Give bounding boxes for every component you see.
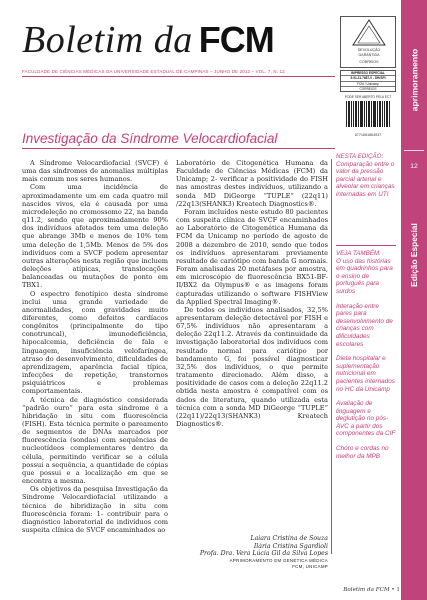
barcode-caption: PODE SER ABERTO PELA ECT	[344, 95, 392, 99]
author-name: Ilária Cristina Sgardioli	[253, 542, 328, 550]
masthead-rule	[22, 76, 335, 77]
imprint-box	[340, 70, 396, 92]
imprint-line-1: IMPRESSO ESPECIAL	[341, 71, 395, 76]
article-paragraph: De todos os indivíduos analisados, 32,5% apresentaram deleção detectável por FISH e 67,5% indivíduos não apresentaram a deleção 22q11.2. Através da continuidade da investigação laboratorial dos indivíduos com resultado normal para cariótipo por bandamento G, foi possível diagnosticar 32,5% dos indivíduos, o que permite tratamento direcionado. Além disso, a positividade de casos com a deleção 22q11.2 obtida nesta amostra é compatível com os dados de literatura, quando utilizada esta técnica com a sonda MD DiGeorge “TUPLE” (22q11)/22q13(SHANK3) Kreatech Diagnostics®.	[176, 305, 328, 428]
imprint-line-2: 9.91.21.7687-0 - DR/SPI	[341, 76, 395, 81]
sidebar-this-edition[interactable]	[336, 153, 396, 199]
postal-stamp	[340, 16, 396, 68]
article-paragraph: Foram incluídos neste estudo 80 pacientes com suspeita clínica de SVCF encaminhados ao Laboratório de Citogenética Humana da FCM da Unicamp no período de agosto de 2008 a dezembro de 2010, sendo que todos os indivíduos apresentaram previamente resultado de cariótipo com banda G normais. Foram analisadas 20 metáfases por amostra, em microscópio de fluorescência BX51-BF-II/BX2 da Olympus® e as imagens foram capturadas utilizando o software FISHView da Applied Spectral Imaging®.	[176, 207, 328, 306]
masthead-title-word: Boletim da	[22, 19, 193, 61]
article-paragraph: Com uma incidência de aproximadamente um em cada quatro mil nascidos vivos, ela é causada por uma microdeleção no cromossomo 22, na banda q11.2, sendo que aproximadamente 90% dos indivíduos afetados tem uma deleção que abrange 3Mb e menos de 10% tem uma deleção de 1,5Mb. Menos de 5% dos indivíduos com a SVCF podem apresentar outras alterações nesta região que incluem deleções atípicas, translocações balanceadas ou mutações de ponto em TBX1.	[22, 183, 168, 290]
article-column-2	[176, 159, 328, 428]
sidebar-item-text: Comparação entre o valor da pressão parcial arterial e alveolar em crianças internadas em UTI	[336, 160, 395, 198]
sidebar-item[interactable]: Choro e cordas no melhor da MPB	[336, 445, 389, 460]
strip-top-label-box	[401, 20, 427, 140]
barcode-number: 9771981864037	[354, 134, 382, 138]
stamp-line-3: CORREIOS	[359, 60, 379, 64]
article-paragraph: O espectro fenotípico desta síndrome inclui uma grande variedade de anormalidades, com gravidades muito diferentes, como defeitos cardíacos congênitos (principalmente do tipo conotruncal), imunodeficiência, hipocalcemia, deficiência de fala e linguagem, insuficiência velofaríngea, atraso do desenvolvimento, dificuldades de aprendizagem, aparência facial típica, infecções de repetição, transtornos psiquiátricos e problemas comportamentais.	[22, 289, 168, 396]
sidebar-item[interactable]: Interação entre pares para desenvolvimento de crianças com dificuldades escolares	[336, 302, 393, 348]
barcode-icon	[340, 99, 396, 129]
article-paragraph: A Síndrome Velocardiofacial (SVCF) é uma das síndromes de anomalias múltiplas mais comum nos seres humanos.	[22, 159, 168, 184]
stamp-line-1: DEVOLUÇÃO	[357, 48, 381, 52]
imprint-line-4: CORREIOS	[359, 86, 377, 91]
barcode-area	[340, 95, 396, 137]
article-paragraph: Laboratório de Citogenética Humana da Faculdade de Ciências Médicas (FCM) da Unicamp; 2- verificar a positividade do FISH nas amostras destes indivíduos, utilizando a sonda MD DiGeorge “TUPLE” (22q11) /22q13(SHANK3) Kreatech Diagnostics®.	[176, 159, 328, 208]
author-department: APRIMORAMENTO EM GENÉTICA MÉDICA	[229, 557, 328, 563]
sidebar-see-also	[336, 250, 396, 460]
footer-label: Boletim da FCM	[343, 587, 390, 593]
sidebar-divider	[331, 159, 332, 554]
footer-page: • 1	[391, 587, 400, 593]
title-rule	[22, 148, 335, 149]
sidebar-item[interactable]: Dieta hospitalar e suplementação nutricional em pacientes internados no HC da Unicamp	[336, 355, 395, 393]
masthead-subheading: FACULDADE DE CIÊNCIAS MÉDICAS DA UNIVERSIDADE ESTADUAL DE CAMPINAS – JUNHO DE 2012 – VOL. 7, N. 12	[22, 69, 285, 74]
strip-rule	[404, 150, 424, 151]
sidebar-heading: NESTA EDIÇÃO:	[336, 153, 384, 160]
imprint-line-3: FCM / Unicamp	[341, 82, 395, 87]
author-name: Profa. Dra. Vera Lúcia Gil da Silva Lopes	[199, 550, 328, 558]
article-paragraph: A técnica de diagnóstico considerada “padrão ouro” para esta síndrome é a hibridação in situ com fluorescência (FISH). Esta técnica permite o pareamento de segmentos de DNAs marcados por fluorescência (sondas) com sequências de nucleotídeos complementares dentro da célula, permitindo verificar se a célula possui a sequência, a quantidade de cópias que possui e a localização em que se encontra a mesma.	[22, 395, 168, 486]
masthead	[22, 18, 332, 64]
author-name: Laiara Cristina de Souza	[250, 535, 328, 542]
article-paragraph: Os objetivos da pesquisa Investigação da Síndrome Velocardiofacial utilizando a técnica de hibridização in situ com fluorescência foram: 1- contribuir para o diagnóstico laboratorial de indivíduos com suspeita clínica de SVCF encaminhados ao	[22, 485, 168, 535]
sidebar-separator	[336, 245, 396, 246]
sidebar-heading: VEJA TAMBÉM:	[336, 250, 381, 257]
article-column-1	[22, 159, 168, 534]
section-strip	[401, 0, 427, 600]
return-triangle-icon	[341, 17, 397, 47]
strip-section-label-box	[401, 190, 427, 320]
strip-page-number: 12	[410, 163, 418, 170]
page-footer	[300, 587, 400, 593]
article-title: Investigação da Síndrome Velocardiofacial	[22, 131, 278, 146]
masthead-brand: FCM	[198, 19, 274, 60]
stamp-line-2: GARANTIDA	[358, 53, 380, 57]
author-institution: FCM, UNICAMP	[292, 564, 328, 570]
article-signature	[176, 535, 328, 571]
sidebar-item[interactable]: Avaliação de linguagem e deglutição no pós-AVC a partir dos componentes da CIF	[336, 400, 396, 438]
sidebar-item[interactable]: O uso das histórias em quadrinhos para o ensino de português para surdos	[336, 257, 393, 295]
strip-section-label: Edição Especial	[409, 223, 419, 287]
strip-top-label: aprimoramento	[409, 48, 419, 112]
